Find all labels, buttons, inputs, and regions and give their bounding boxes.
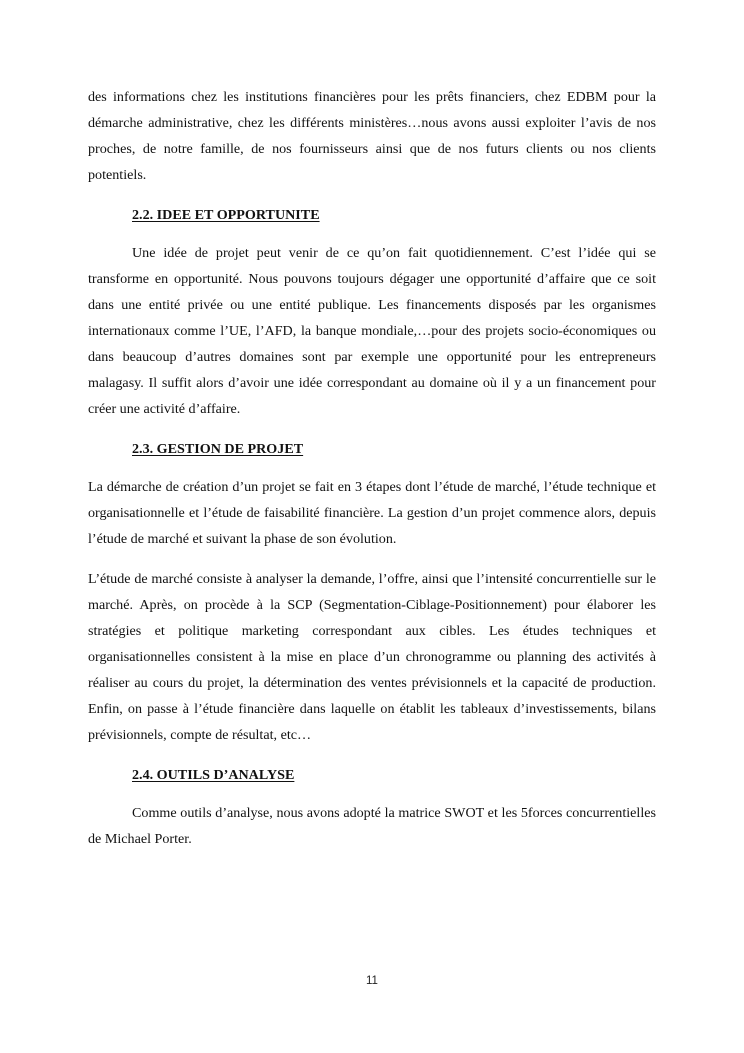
section-heading-gestion-projet: 2.3. GESTION DE PROJET (132, 441, 304, 457)
section-heading-idee-opportunite: 2.2. IDEE ET OPPORTUNITE (132, 207, 320, 223)
paragraph-outils-analyse: Comme outils d’analyse, nous avons adopté la matrice SWOT et les 5forces concurrentielles de Michael Porter. (88, 805, 656, 847)
paragraph-gestion-projet-1: La démarche de création d’un projet se fait en 3 étapes dont l’étude de marché, l’étude technique et organisationnelle et l’étude de faisabilité financière. La gestion d’un projet commence alors, depuis l’étude de marché et suivant la phase de son évolution. (88, 479, 656, 547)
intro-paragraph: des informations chez les institutions financières pour les prêts financiers, chez EDBM pour la démarche administrative, chez les différents ministères…nous avons aussi exploiter l’avis de nos proches, de notre famille, de nos fournisseurs ainsi que de nos futurs clients ou nos clients potentiels. (88, 89, 656, 183)
paragraph-gestion-projet-2: L’étude de marché consiste à analyser la demande, l’offre, ainsi que l’intensité concurrentielle sur le marché. Après, on procède à la SCP (Segmentation-Ciblage-Positionnement) pour élaborer les stratégies et politique marketing correspondant aux cibles. Les études techniques et organisationnelles consistent à la mise en place d’un chronogramme ou planning des activités à réaliser au cours du projet, la détermination des ventes prévisionnels et la capacité de production. Enfin, on passe à l’étude financière dans laquelle on établit les tableaux d’investissements, bilans prévisionnels, compte de résultat, etc… (88, 571, 656, 743)
section-heading-outils-analyse: 2.4. OUTILS D’ANALYSE (132, 767, 295, 783)
page-number: 11 (366, 975, 378, 987)
paragraph-idee-opportunite: Une idée de projet peut venir de ce qu’on fait quotidiennement. C’est l’idée qui se transforme en opportunité. Nous pouvons toujours dégager une opportunité d’affaire que ce soit dans une entité privée ou une entité publique. Les financements disposés par les organismes internationaux comme l’UE, l’AFD, la banque mondiale,…pour des projets socio-économiques ou dans beaucoup d’autres domaines sont par exemple une opportunité pour les entrepreneurs malagasy. Il suffit alors d’avoir une idée correspondant au domaine où il y a un financement pour créer une activité d’affaire. (88, 245, 656, 417)
document-page (88, 84, 656, 866)
